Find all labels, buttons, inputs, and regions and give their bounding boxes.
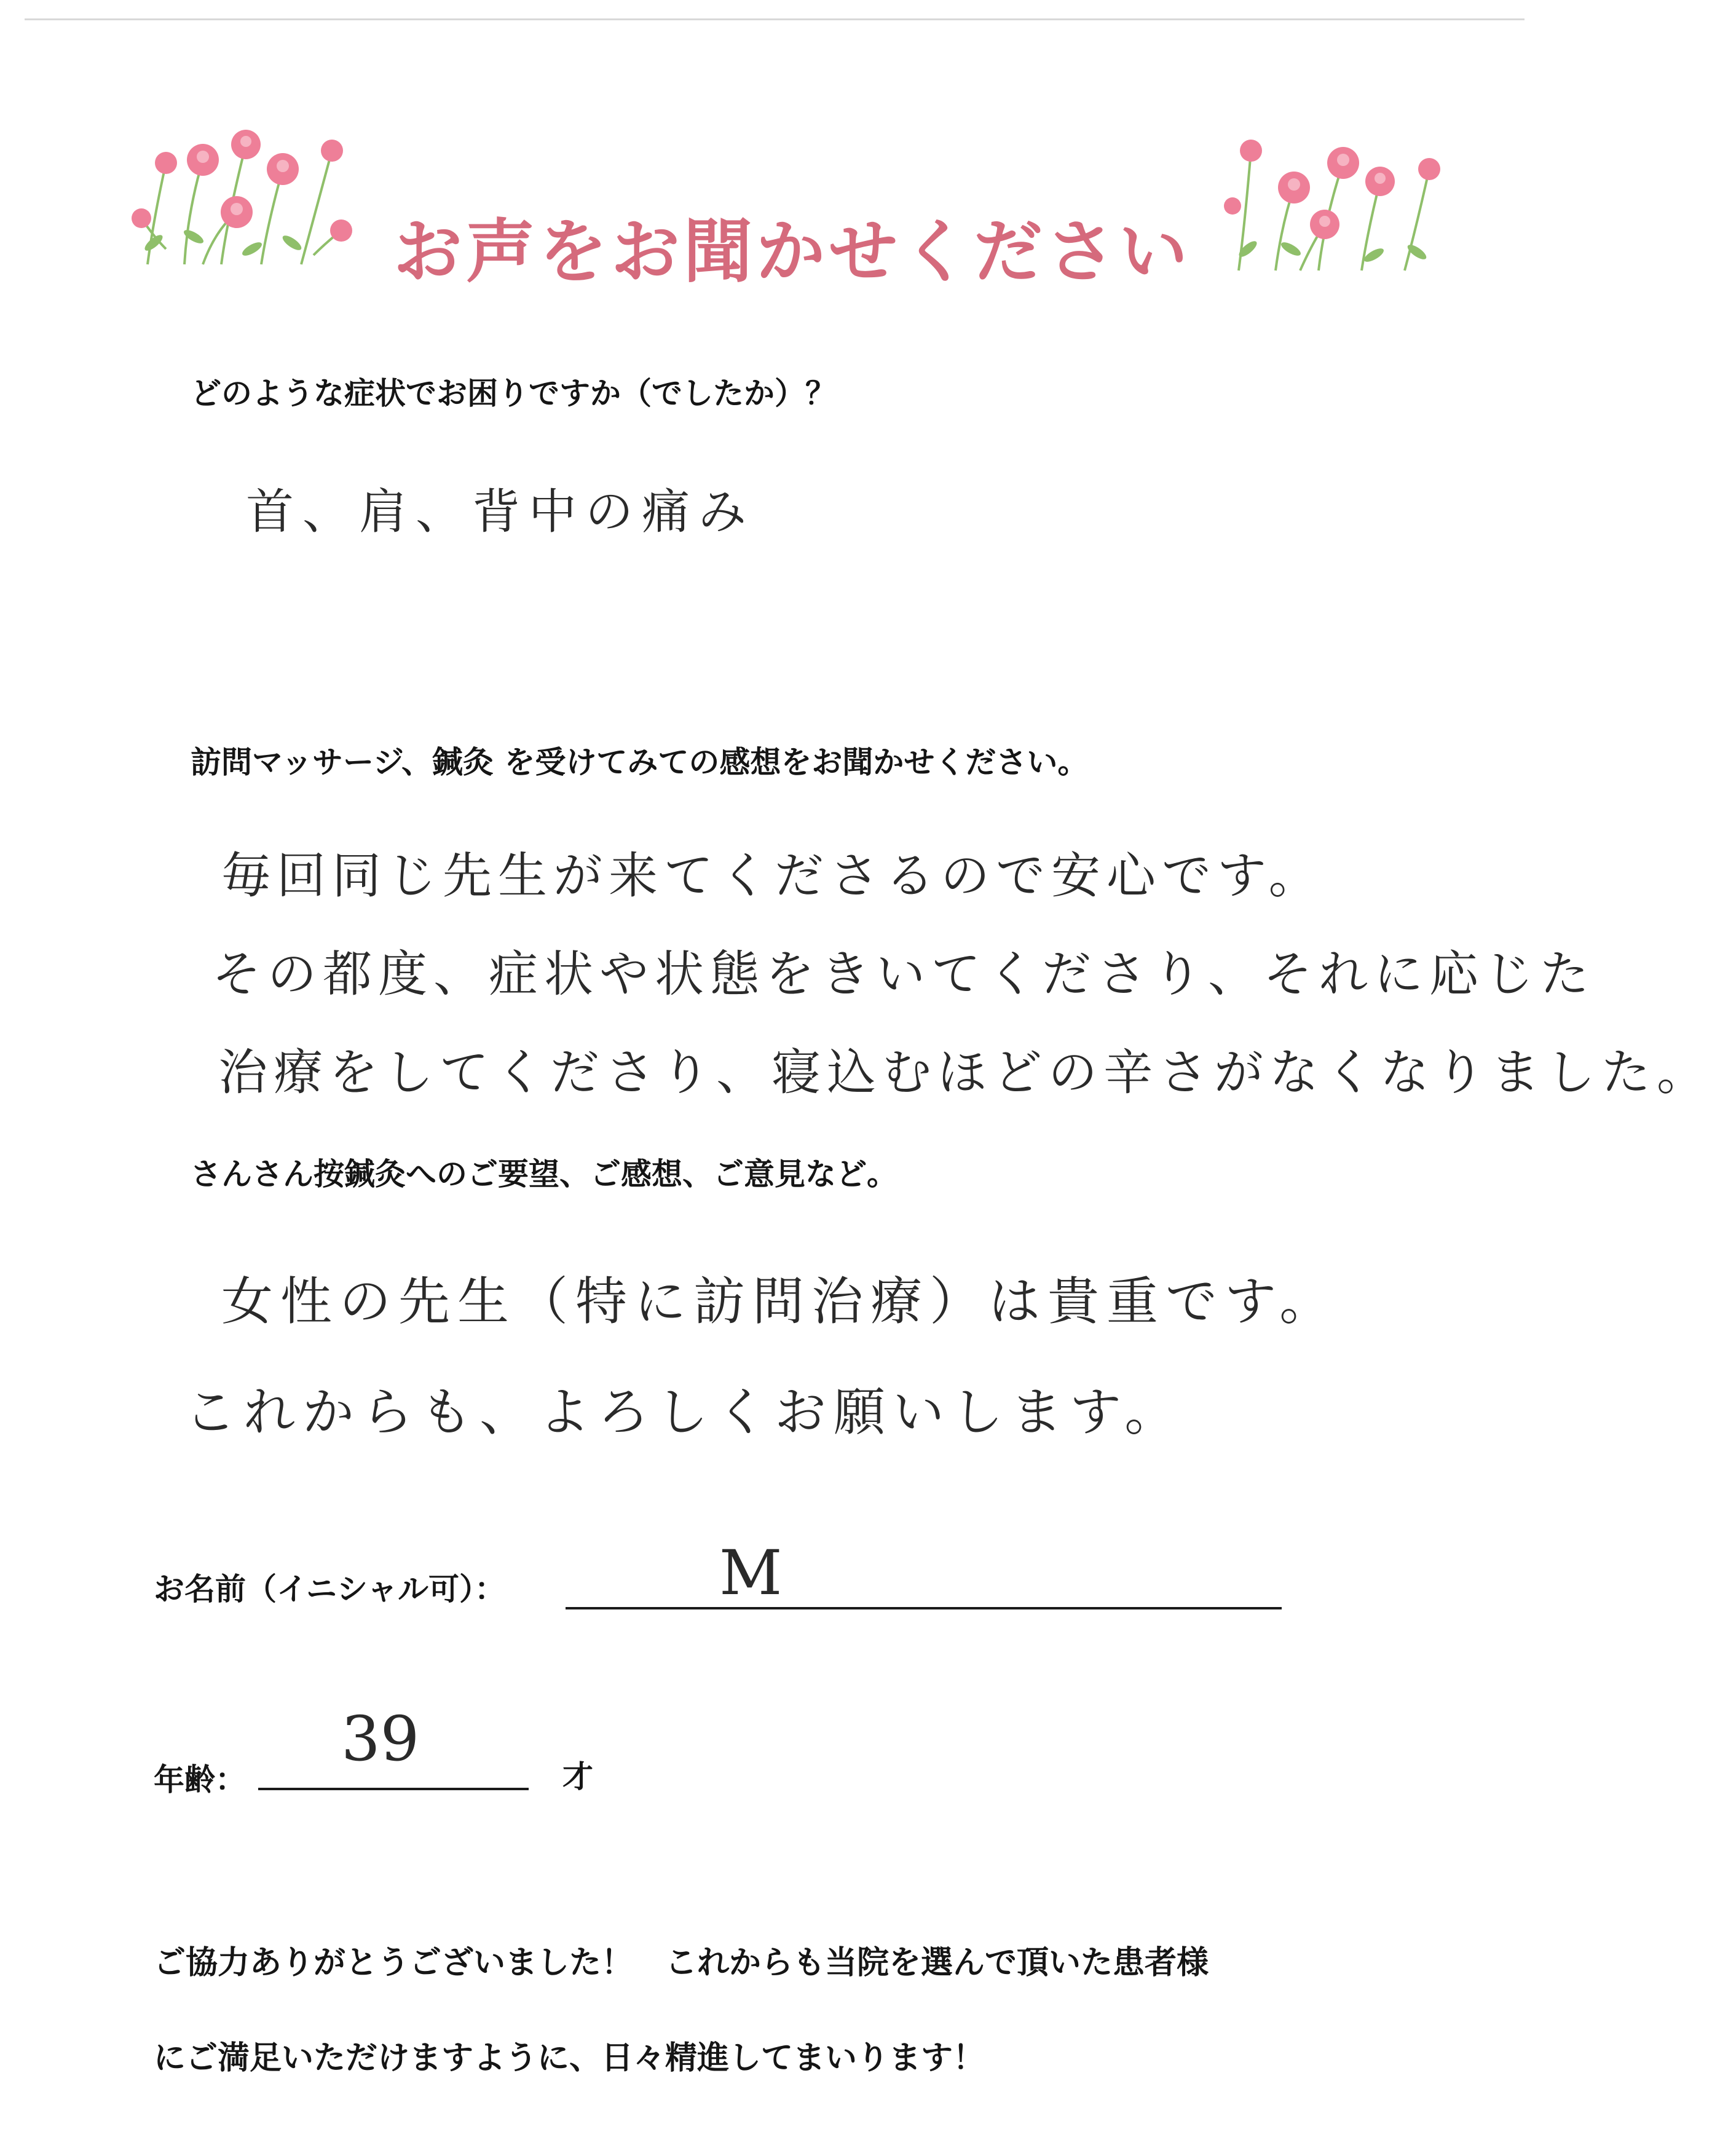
question-symptoms: どのような症状でお困りですか（でしたか）？ bbox=[191, 376, 836, 411]
footer-thanks-line-2: にご満足いただけますように、日々精進してまいります！ bbox=[154, 2040, 985, 2077]
answer-symptoms-line-1: 首、肩、背中の痛み bbox=[246, 484, 755, 540]
answer-impressions-line-1: 毎回同じ先生が来てくださるので安心です。 bbox=[221, 847, 1324, 904]
flower-decoration-right bbox=[1220, 132, 1442, 274]
age-field-label: 年齢： bbox=[154, 1762, 246, 1798]
page-title: お声をお聞かせください bbox=[393, 212, 1191, 292]
answer-requests-line-2: これからも、よろしくお願いします。 bbox=[184, 1382, 1184, 1442]
scan-edge-line bbox=[25, 18, 1525, 20]
question-impressions: 訪問マッサージ、鍼灸 を受けてみての感想をお聞かせください。 bbox=[191, 744, 1089, 780]
name-value: M bbox=[719, 1537, 783, 1609]
age-underline bbox=[258, 1788, 529, 1790]
footer-thanks-line-1: ご協力ありがとうございました！ これからも当院を選んで頂いた患者様 bbox=[154, 1945, 1209, 1981]
question-requests: さんさん按鍼灸へのご要望、ご感想、ご意見など。 bbox=[191, 1156, 897, 1192]
answer-impressions-line-3: 治療をしてくださり、寝込むほどの辛さがなくなりました。 bbox=[218, 1044, 1712, 1101]
name-field-label: お名前（イニシャル可）： bbox=[154, 1571, 505, 1607]
flower-decoration-left bbox=[129, 126, 350, 267]
age-unit: 才 bbox=[562, 1759, 593, 1795]
answer-impressions-line-2: その都度、症状や状態をきいてくださり、それに応じた bbox=[212, 946, 1595, 1003]
age-value: 39 bbox=[341, 1703, 420, 1775]
answer-requests-line-1: 女性の先生（特に訪問治療）は貴重です。 bbox=[221, 1271, 1339, 1332]
name-underline bbox=[566, 1607, 1282, 1609]
